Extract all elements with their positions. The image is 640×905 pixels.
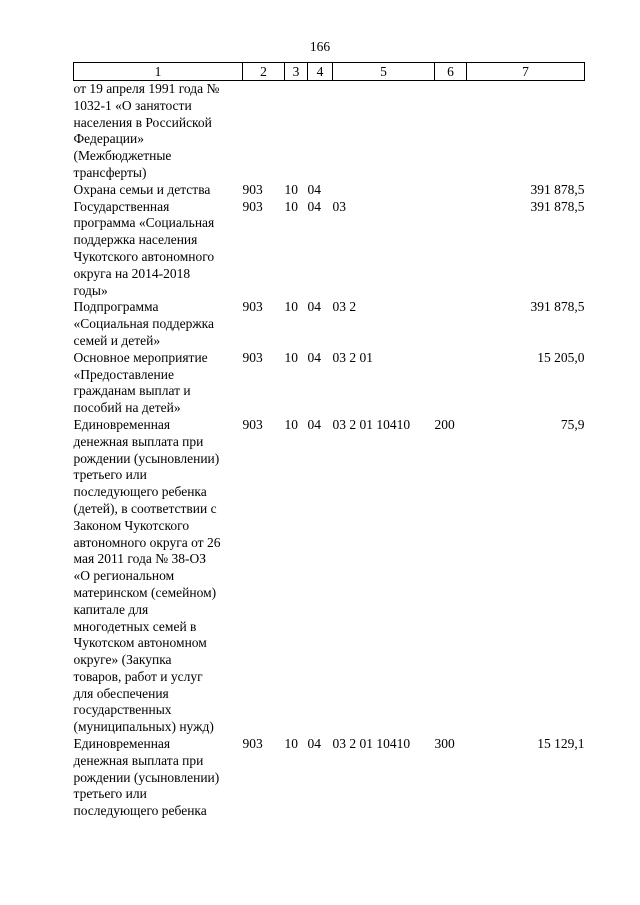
description-line: третьего или — [73, 467, 147, 483]
table-row — [74, 736, 585, 820]
target-article-code — [333, 81, 435, 182]
description-line: поддержка населения — [73, 232, 198, 248]
row-description — [74, 199, 243, 300]
ministry-code — [243, 81, 285, 182]
expense-type-code — [435, 350, 467, 417]
description-line: округа на 2014-2018 — [73, 265, 191, 281]
description-line: 1032-1 «О занятости — [73, 97, 192, 113]
expense-type-code — [435, 81, 467, 182]
description-line: товаров, работ и услуг — [73, 668, 203, 684]
description-line: «О региональном — [73, 568, 175, 584]
description-line: автономного округа от 26 — [73, 534, 221, 550]
subsection-code: 04 — [307, 736, 321, 752]
description-line: последующего ребенка — [73, 803, 207, 819]
section-code: 10 — [284, 299, 298, 315]
description-line: Государственная — [73, 198, 170, 214]
table-row — [74, 417, 585, 736]
target-article-code: 03 2 — [332, 299, 357, 315]
description-line: от 19 апреля 1991 года № — [73, 81, 220, 96]
table-row — [74, 199, 585, 300]
description-line: рождении (усыновлении) — [73, 769, 220, 785]
section-code: 10 — [284, 181, 298, 197]
description-line: Основное мероприятие — [73, 349, 208, 365]
subsection-code: 04 — [307, 181, 321, 197]
description-line: денежная выплата при — [73, 752, 204, 768]
section-code: 10 — [284, 416, 298, 432]
target-article-code: 03 2 01 10410 — [332, 416, 411, 432]
page-number: 166 — [309, 39, 331, 54]
column-header-7: 7 — [467, 63, 585, 81]
description-line: материнском (семейном) — [73, 584, 217, 600]
description-line: государственных — [73, 702, 172, 718]
description-line: программа «Социальная — [73, 215, 215, 231]
column-header-4: 4 — [308, 63, 333, 81]
description-line: Единовременная — [73, 416, 171, 432]
row-description — [74, 299, 243, 349]
ministry-code: 903 — [242, 198, 263, 214]
budget-table — [73, 62, 585, 820]
column-header-2: 2 — [243, 63, 285, 81]
table-body — [74, 81, 585, 821]
description-line: трансферты) — [73, 164, 147, 180]
description-line: третьего или — [73, 786, 147, 802]
description-line: населения в Российской — [73, 114, 212, 130]
column-number-header — [74, 63, 585, 81]
description-line: для обеспечения — [73, 685, 169, 701]
table-row — [74, 350, 585, 417]
amount: 75,9 — [560, 416, 585, 432]
ministry-code: 903 — [242, 181, 263, 197]
table-row — [74, 182, 585, 199]
description-line: Чукотского автономного — [73, 248, 215, 264]
row-description — [74, 350, 243, 417]
amount: 391 878,5 — [530, 181, 585, 197]
subsection-code: 04 — [307, 299, 321, 315]
ministry-code: 903 — [242, 416, 263, 432]
description-line: пособий на детей» — [73, 400, 181, 416]
expense-type-code: 300 — [434, 736, 455, 752]
description-line: многодетных семей в — [73, 618, 197, 634]
subsection-code: 04 — [307, 416, 321, 432]
column-header-1: 1 — [74, 63, 243, 81]
row-description — [74, 417, 243, 736]
row-description — [74, 736, 243, 820]
expense-type-code — [435, 199, 467, 300]
description-line: «Предоставление — [73, 366, 174, 382]
description-line: годы» — [73, 282, 108, 298]
target-article-code: 03 2 01 — [332, 349, 373, 365]
expense-type-code — [435, 299, 467, 349]
ministry-code: 903 — [242, 349, 263, 365]
target-article-code: 03 — [332, 198, 346, 214]
subsection-code: 04 — [307, 198, 321, 214]
description-line: (детей), в соответствии с — [73, 500, 217, 516]
section-code: 10 — [284, 736, 298, 752]
subsection-code — [308, 81, 333, 182]
row-description — [74, 81, 243, 182]
amount: 391 878,5 — [530, 198, 585, 214]
description-line: Подпрограмма — [73, 299, 159, 315]
description-line: Федерации» — [73, 131, 145, 147]
description-line: рождении (усыновлении) — [73, 450, 220, 466]
amount: 15 205,0 — [537, 349, 585, 365]
description-line: последующего ребенка — [73, 484, 207, 500]
section-code — [285, 81, 308, 182]
subsection-code: 04 — [307, 349, 321, 365]
target-article-code — [333, 182, 435, 199]
description-line: гражданам выплат и — [73, 383, 191, 399]
description-line: мая 2011 года № 38-ОЗ — [73, 551, 206, 567]
amount: 15 129,1 — [537, 736, 585, 752]
target-article-code: 03 2 01 10410 — [332, 736, 411, 752]
expense-type-code — [435, 182, 467, 199]
description-line: Чукотском автономном — [73, 635, 207, 651]
description-line: «Социальная поддержка — [73, 316, 214, 332]
description-line: семей и детей» — [73, 332, 161, 348]
section-code: 10 — [284, 198, 298, 214]
table-row — [74, 299, 585, 349]
section-code: 10 — [284, 349, 298, 365]
ministry-code: 903 — [242, 299, 263, 315]
description-line: Законом Чукотского — [73, 517, 190, 533]
row-description — [74, 182, 243, 199]
description-line: (муниципальных) нужд) — [73, 719, 214, 735]
amount: 391 878,5 — [530, 299, 585, 315]
amount — [467, 81, 585, 182]
ministry-code: 903 — [242, 736, 263, 752]
column-header-6: 6 — [435, 63, 467, 81]
description-line: Единовременная — [73, 736, 171, 752]
column-header-3: 3 — [285, 63, 308, 81]
description-line: Охрана семьи и детства — [73, 181, 211, 197]
description-line: капитале для — [73, 601, 149, 617]
description-line: округе» (Закупка — [73, 652, 172, 668]
table-row — [74, 81, 585, 182]
description-line: (Межбюджетные — [73, 148, 172, 164]
description-line: денежная выплата при — [73, 433, 204, 449]
column-header-5: 5 — [333, 63, 435, 81]
expense-type-code: 200 — [434, 416, 455, 432]
